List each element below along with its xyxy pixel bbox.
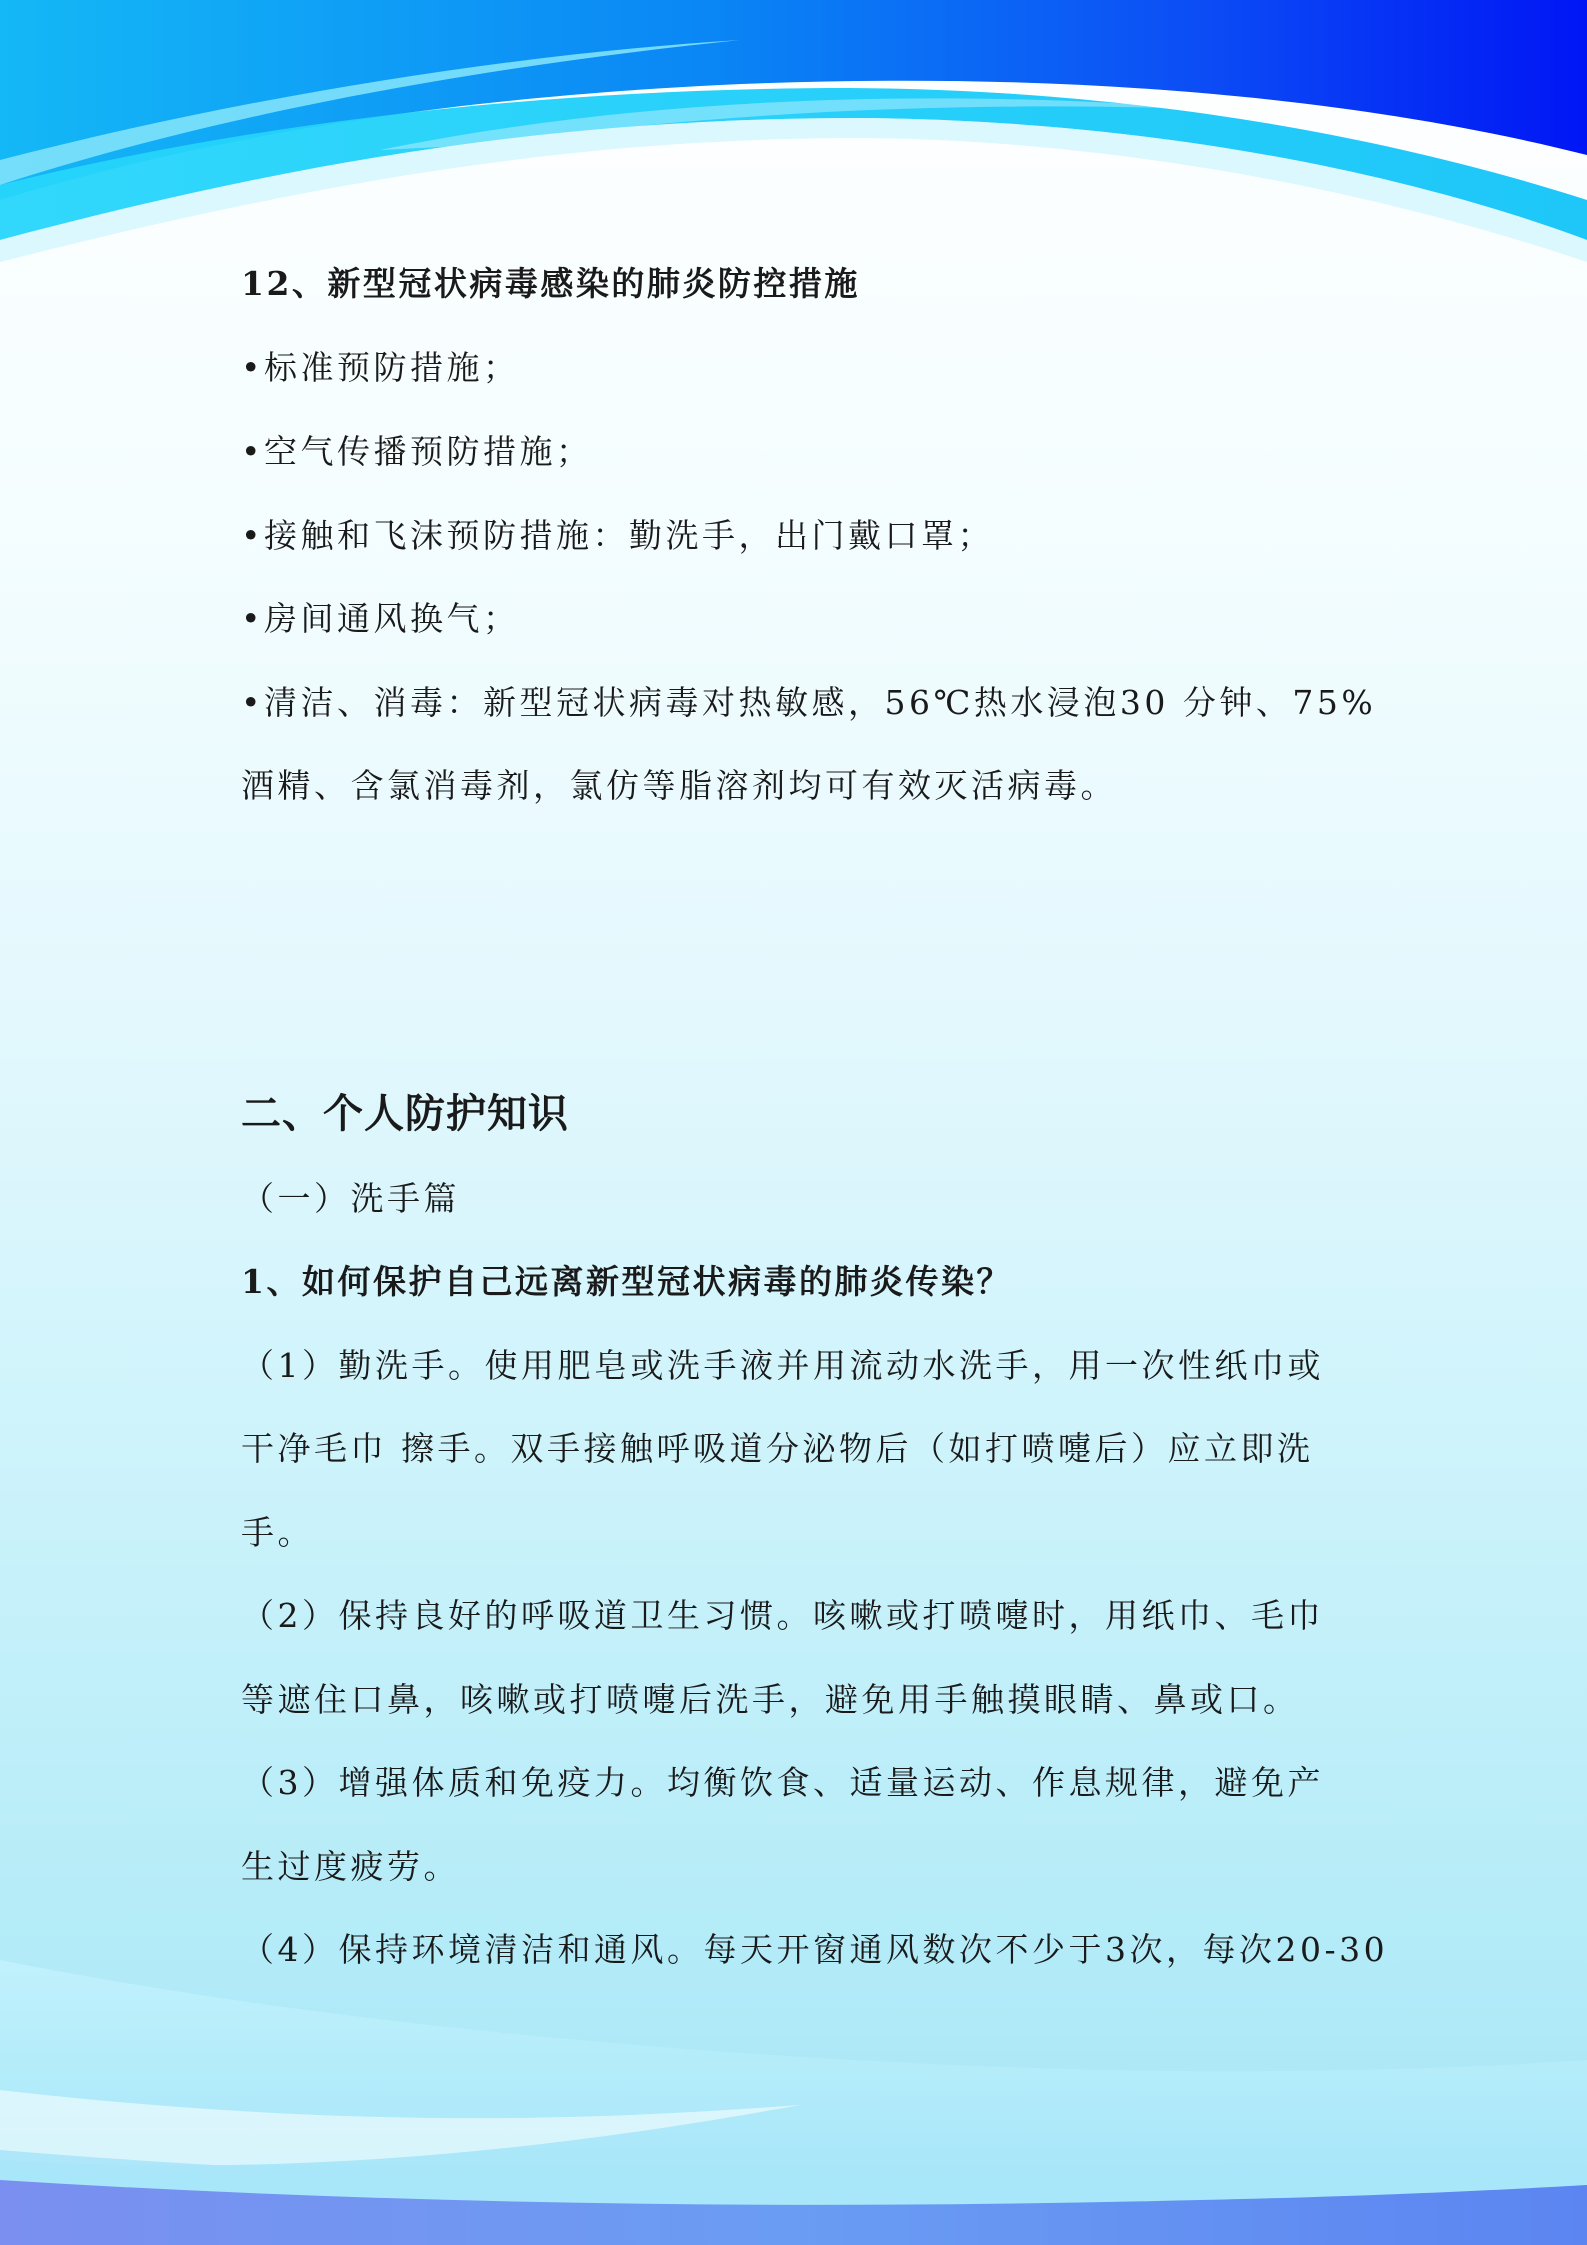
list-item: •清洁、消毒：新型冠状病毒对热敏感，56℃热水浸泡30 分钟、75% <box>241 683 1377 722</box>
subsection-heading: （一）洗手篇 <box>241 1179 460 1218</box>
paragraph-line: （1）勤洗手。使用肥皂或洗手液并用流动水洗手，用一次性纸巾或 <box>241 1346 1324 1385</box>
list-item: •房间通风换气； <box>241 599 520 638</box>
list-item: •标准预防措施； <box>241 348 520 387</box>
paragraph-line: （4）保持环境清洁和通风。每天开窗通风数次不少于3次，每次20-30 <box>241 1930 1389 1969</box>
paragraph-line: （2）保持良好的呼吸道卫生习惯。咳嗽或打喷嚏时，用纸巾、毛巾 <box>241 1596 1324 1635</box>
paragraph-line: （3）增强体质和免疫力。均衡饮食、适量运动、作息规律，避免产 <box>241 1763 1324 1802</box>
paragraph-line: 干净毛巾 擦手。双手接触呼吸道分泌物后（如打喷嚏后）应立即洗 <box>241 1429 1314 1468</box>
footer-wave-decoration <box>0 1960 1587 2245</box>
paragraph-line: 手。 <box>241 1513 314 1552</box>
paragraph-line: 等遮住口鼻，咳嗽或打喷嚏后洗手，避免用手触摸眼睛、鼻或口。 <box>241 1680 1300 1719</box>
list-item: •接触和飞沫预防措施：勤洗手，出门戴口罩； <box>241 516 994 555</box>
section-12-title: 12、新型冠状病毒感染的肺炎防控措施 <box>241 264 860 303</box>
list-item: •空气传播预防措施； <box>241 432 593 471</box>
paragraph-line: 生过度疲劳。 <box>241 1847 460 1886</box>
section-heading: 二、个人防护知识 <box>241 1090 569 1137</box>
header-wave-decoration <box>0 0 1587 262</box>
question-heading: 1、如何保护自己远离新型冠状病毒的肺炎传染？ <box>241 1262 1012 1301</box>
list-item-continuation: 酒精、含氯消毒剂，氯仿等脂溶剂均可有效灭活病毒。 <box>241 766 1117 805</box>
